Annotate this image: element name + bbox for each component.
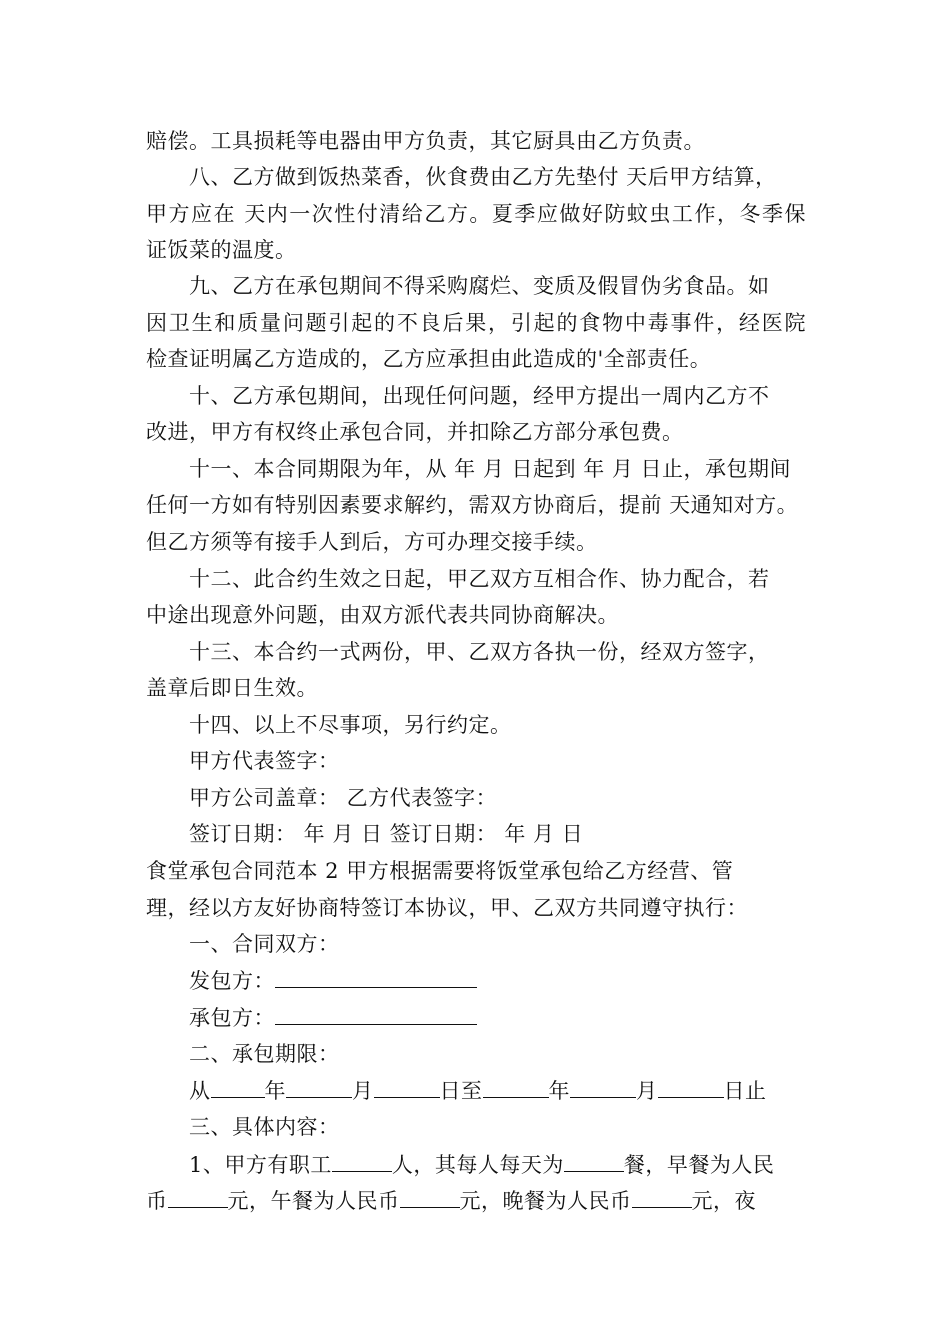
- term-day-to: 日至: [439, 1079, 483, 1103]
- item-1-line-2: [146, 1186, 756, 1215]
- clause-10-line-2: 改进，甲方有权终止承包合同，并扣除乙方部分承包费。: [146, 420, 684, 444]
- item-1-text-b: 人，其每人每天为: [391, 1153, 564, 1177]
- item-1-text-d: 币: [146, 1189, 168, 1213]
- section-details: 三、具体内容：: [189, 1115, 340, 1139]
- clause-9-line-1: 九、乙方在承包期间不得采购腐烂、变质及假冒伪劣食品。如: [189, 274, 770, 298]
- clause-8-line-1: 八、乙方做到饭热菜香，伙食费由乙方先垫付 天后甲方结算，: [189, 165, 777, 189]
- text-line: 赔偿。工具损耗等电器由甲方负责，其它厨具由乙方负责。: [146, 129, 705, 153]
- contractee-blank[interactable]: [275, 1003, 477, 1025]
- contractee-label: 承包方：: [189, 1006, 275, 1030]
- term-month-1: 月: [352, 1079, 374, 1103]
- party-a-signature: 甲方代表签字：: [189, 749, 340, 773]
- item-1-text-e: 元，午餐为人民币: [227, 1189, 400, 1213]
- clause-13-line-1: 十三、本合约一式两份，甲、乙双方各执一份，经双方签字，: [189, 640, 770, 664]
- contractor-row: [189, 966, 477, 995]
- section-parties: 一、合同双方：: [189, 932, 340, 956]
- item-1-text-f: 元，晚餐为人民币: [459, 1189, 632, 1213]
- signing-dates: 签订日期： 年 月 日 签订日期： 年 月 日: [189, 822, 584, 846]
- contractee-row: [189, 1003, 477, 1032]
- term-month-2: 月: [636, 1079, 658, 1103]
- breakfast-price-blank[interactable]: [168, 1186, 228, 1208]
- term-from: 从: [189, 1079, 211, 1103]
- clause-9-line-2: 因卫生和质量问题引起的不良后果，引起的食物中毒事件，经医院: [146, 311, 806, 335]
- template-2-heading: 食堂承包合同范本 2 甲方根据需要将饭堂承包给乙方经营、管: [146, 859, 734, 883]
- start-day-blank[interactable]: [374, 1076, 440, 1098]
- term-end: 日止: [723, 1079, 767, 1103]
- term-year-2: 年: [548, 1079, 570, 1103]
- dinner-price-blank[interactable]: [632, 1186, 692, 1208]
- clause-10-line-1: 十、乙方承包期间，出现任何问题，经甲方提出一周内乙方不: [189, 384, 770, 408]
- lunch-price-blank[interactable]: [400, 1186, 460, 1208]
- contractor-blank[interactable]: [275, 966, 477, 988]
- section-term: 二、承包期限：: [189, 1042, 340, 1066]
- term-year-1: 年: [264, 1079, 286, 1103]
- clause-13-line-2: 盖章后即日生效。: [146, 676, 318, 700]
- contractor-label: 发包方：: [189, 969, 275, 993]
- item-1-text-g: 元，夜: [691, 1189, 756, 1213]
- clause-11-line-3: 但乙方须等有接手人到后，方可办理交接手续。: [146, 530, 598, 554]
- clause-8-line-3: 证饭菜的温度。: [146, 238, 297, 262]
- clause-9-line-3: 检查证明属乙方造成的，乙方应承担由此造成的'全部责任。: [146, 347, 712, 371]
- clause-8-line-2: 甲方应在 天内一次性付清给乙方。夏季应做好防蚊虫工作，冬季保: [146, 202, 806, 226]
- item-1-line-1: [189, 1150, 774, 1179]
- item-1-text-a: 1、甲方有职工: [189, 1153, 332, 1177]
- meals-per-day-blank[interactable]: [564, 1150, 624, 1172]
- template-2-intro: 理，经以方友好协商特签订本协议，甲、乙双方共同遵守执行：: [146, 896, 748, 920]
- term-row: [189, 1076, 767, 1105]
- clause-12-line-1: 十二、此合约生效之日起，甲乙双方互相合作、协力配合，若: [189, 567, 770, 591]
- end-day-blank[interactable]: [658, 1076, 724, 1098]
- staff-count-blank[interactable]: [332, 1150, 392, 1172]
- clause-11-line-2: 任何一方如有特别因素要求解约，需双方协商后，提前 天通知对方。: [146, 493, 799, 517]
- item-1-text-c: 餐，早餐为人民: [623, 1153, 775, 1177]
- seal-and-signature: 甲方公司盖章： 乙方代表签字：: [189, 786, 498, 810]
- start-month-blank[interactable]: [286, 1076, 352, 1098]
- end-year-blank[interactable]: [483, 1076, 549, 1098]
- clause-11-line-1: 十一、本合同期限为年，从 年 月 日起到 年 月 日止，承包期间: [189, 457, 792, 481]
- clause-14: 十四、以上不尽事项，另行约定。: [189, 713, 512, 737]
- start-year-blank[interactable]: [211, 1076, 265, 1098]
- clause-12-line-2: 中途出现意外问题，由双方派代表共同协商解决。: [146, 603, 619, 627]
- end-month-blank[interactable]: [570, 1076, 636, 1098]
